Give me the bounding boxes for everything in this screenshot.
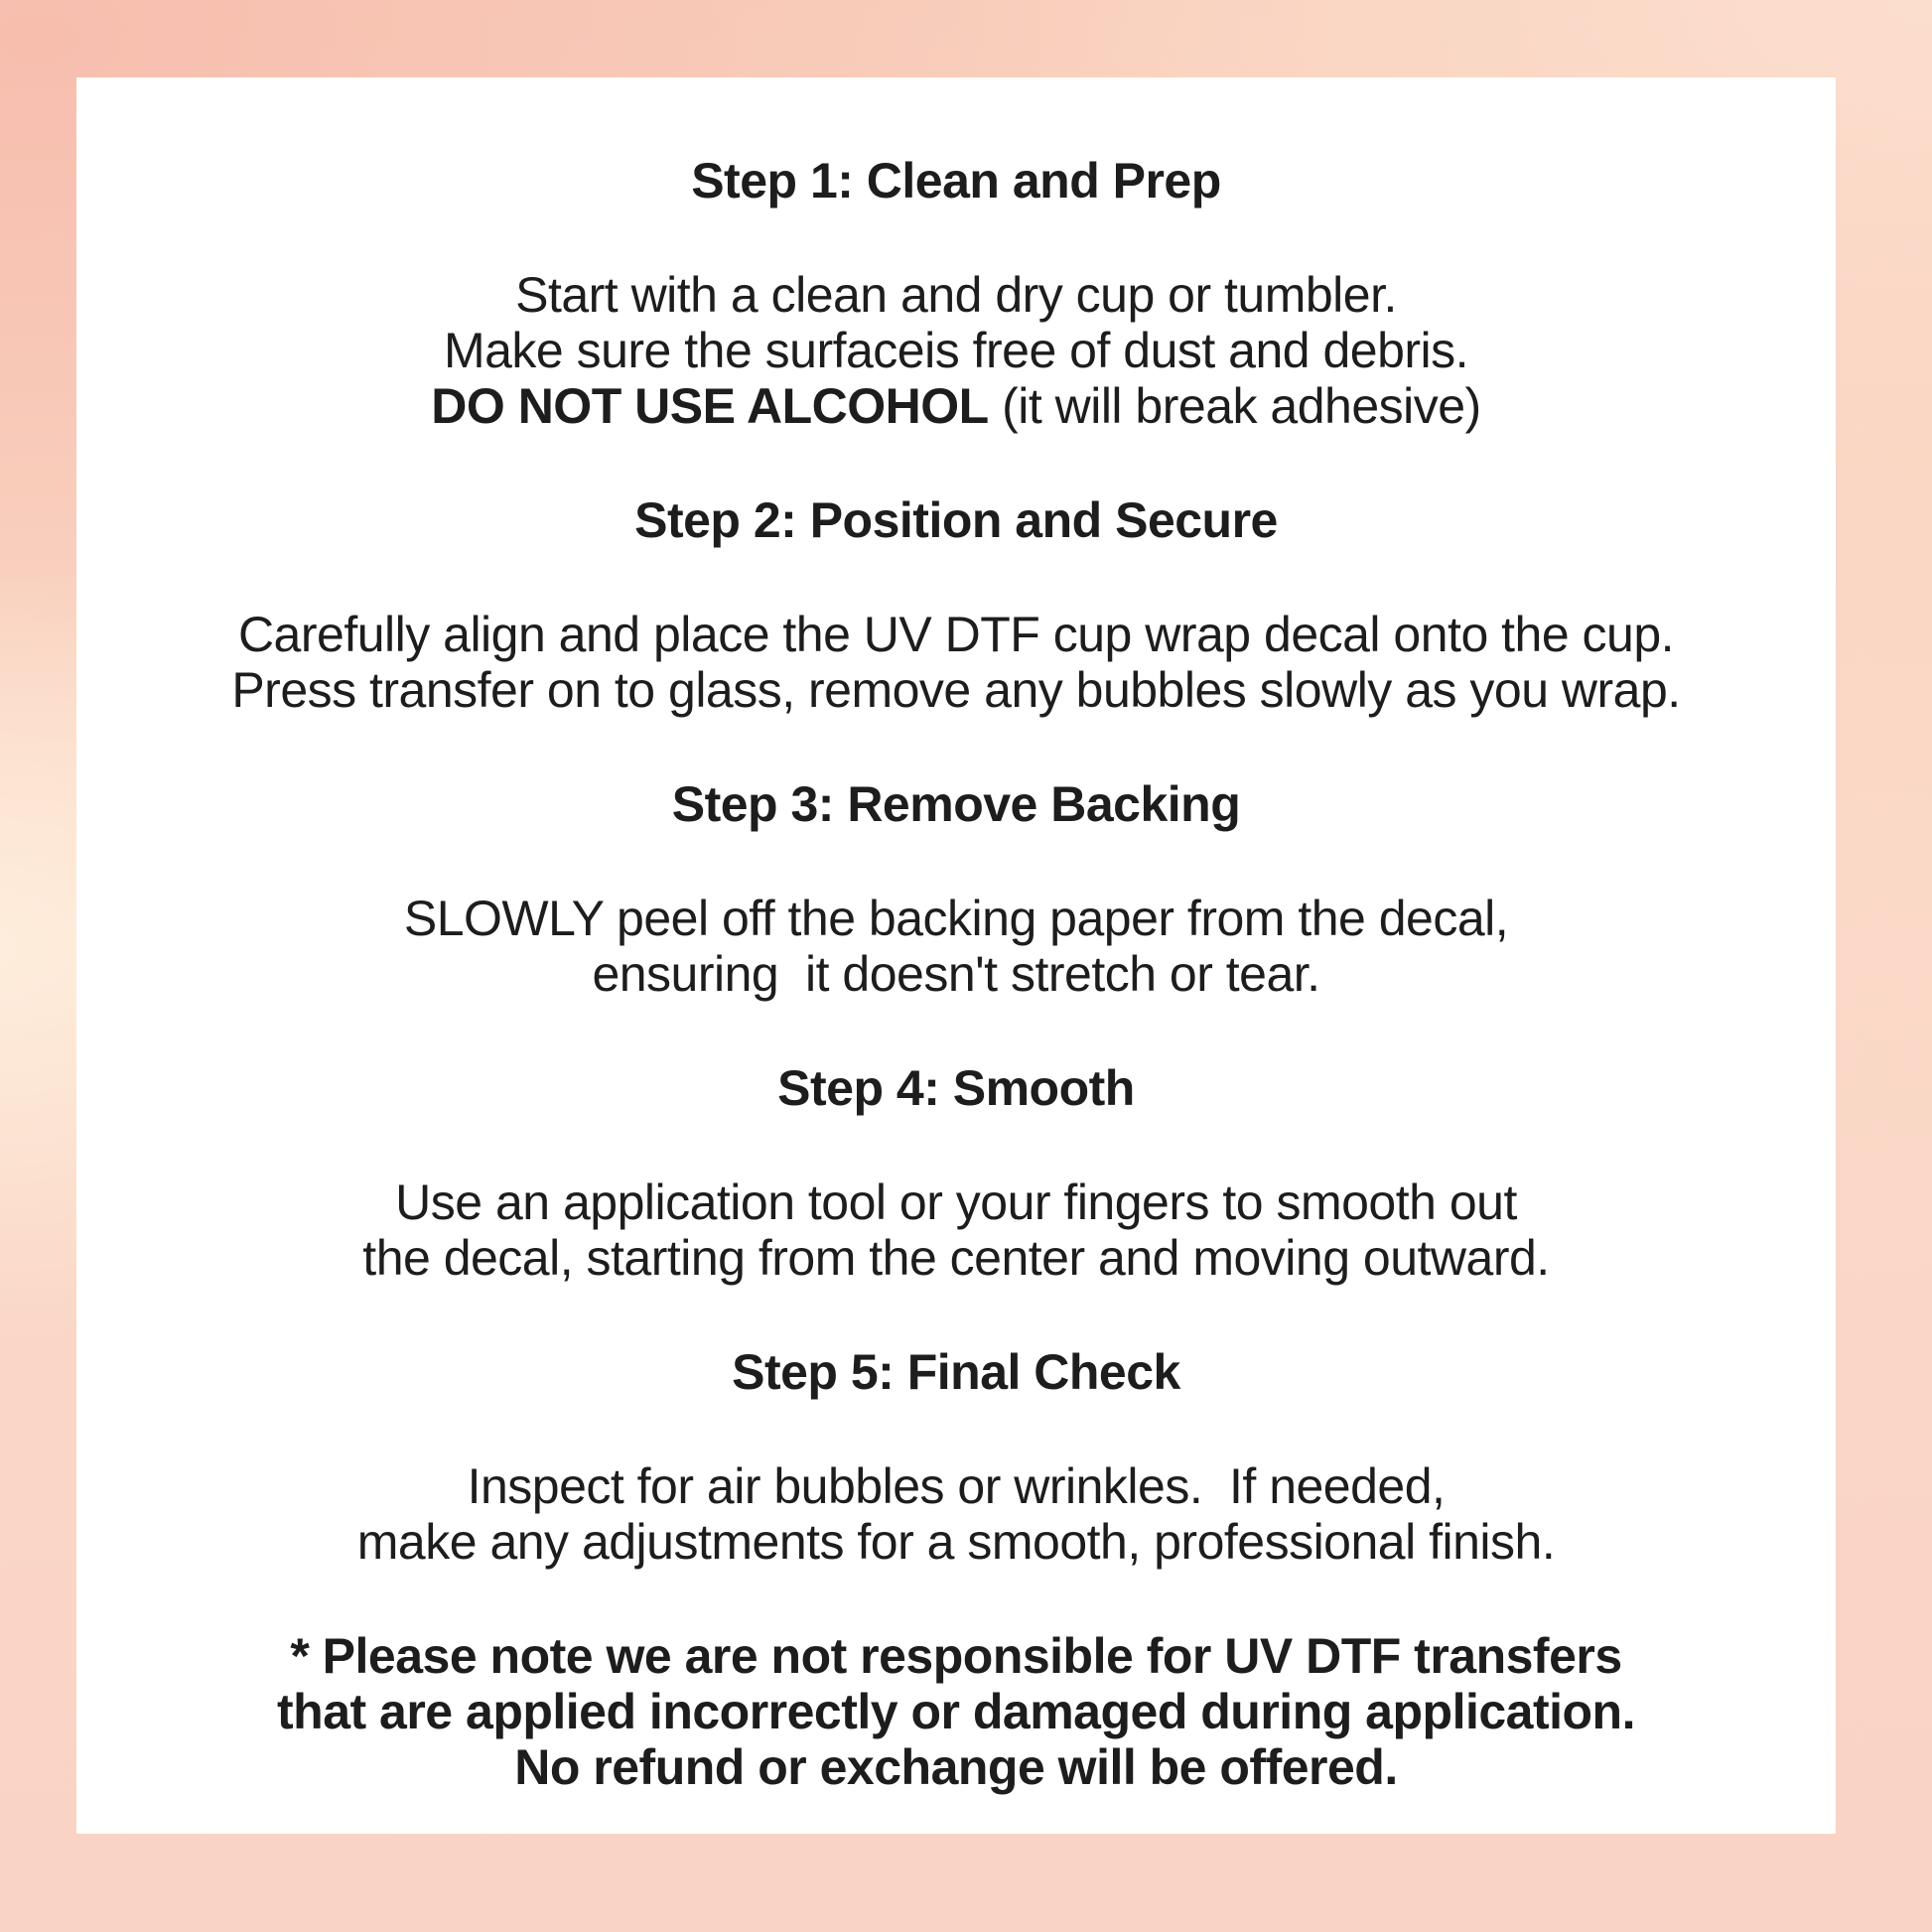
step-1-heading: Step 1: Clean and Prep (691, 153, 1221, 208)
step-1-line-2: Make sure the surfaceis free of dust and debris. (443, 323, 1469, 378)
step-3-line-2: ensuring it doesn't stretch or tear. (592, 946, 1320, 1002)
step-4-heading: Step 4: Smooth (777, 1060, 1135, 1116)
step-5-heading: Step 5: Final Check (732, 1344, 1180, 1400)
instructions-card (76, 77, 1836, 1834)
step-3-line-1: SLOWLY peel off the backing paper from the decal, (403, 891, 1509, 946)
alcohol-warning-rest: (it will break adhesive) (988, 378, 1481, 434)
step-1-section (76, 153, 1836, 434)
step-3-heading: Step 3: Remove Backing (671, 776, 1241, 832)
step-5-section (76, 1344, 1836, 1570)
step-2-line-1: Carefully align and place the UV DTF cup wrap decal onto the cup. (237, 607, 1675, 662)
disclaimer-line-2: that are applied incorrectly or damaged during application. (277, 1684, 1635, 1739)
disclaimer-line-3: No refund or exchange will be offered. (514, 1739, 1398, 1795)
alcohol-warning-bold: DO NOT USE ALCOHOL (431, 378, 989, 434)
step-2-section (76, 492, 1836, 718)
step-1-line-3 (76, 378, 1836, 434)
disclaimer-line-1: * Please note we are not responsible for UV DTF transfers (290, 1628, 1622, 1684)
disclaimer-section (76, 1628, 1836, 1795)
step-2-line-2: Press transfer on to glass, remove any bubbles slowly as you wrap. (231, 662, 1681, 718)
step-5-line-1: Inspect for air bubbles or wrinkles. If needed, (467, 1458, 1446, 1514)
step-4-section (76, 1060, 1836, 1286)
step-2-heading: Step 2: Position and Secure (634, 492, 1278, 548)
step-3-section (76, 776, 1836, 1002)
step-4-line-1: Use an application tool or your fingers to smooth out (395, 1174, 1517, 1230)
step-4-line-2: the decal, starting from the center and moving outward. (362, 1230, 1550, 1286)
step-1-line-1: Start with a clean and dry cup or tumbler. (515, 267, 1397, 323)
step-5-line-2: make any adjustments for a smooth, professional finish. (356, 1514, 1556, 1570)
